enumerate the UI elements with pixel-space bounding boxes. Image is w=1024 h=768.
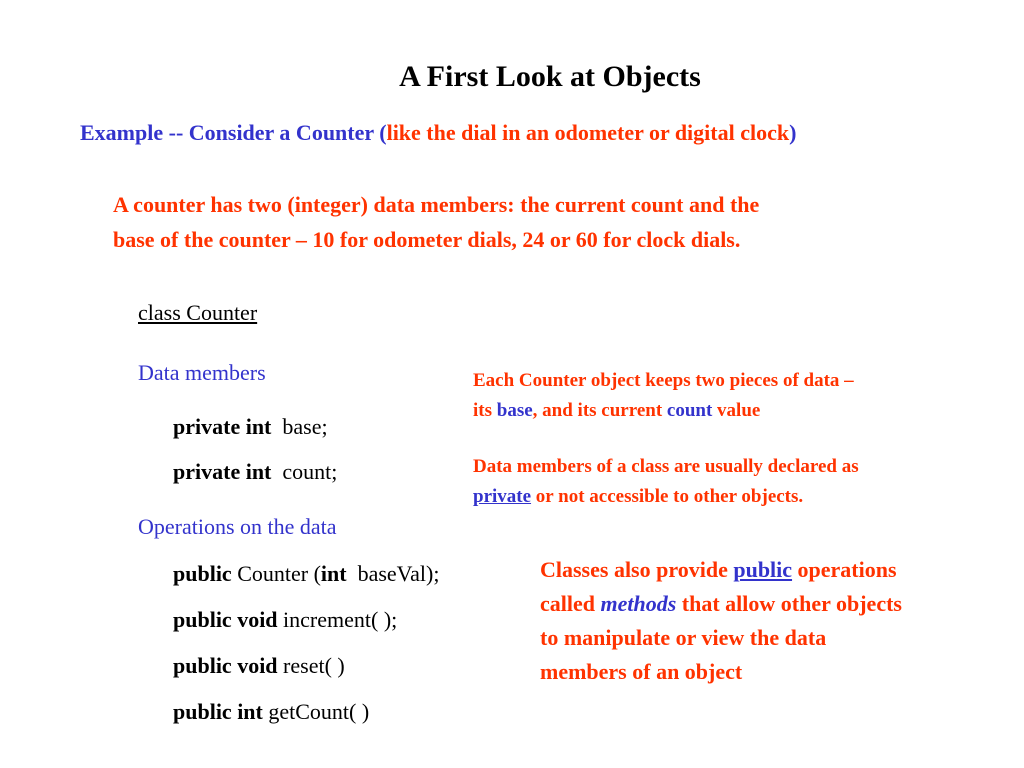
class-heading: class Counter: [138, 300, 258, 325]
operation-increment: [173, 607, 397, 633]
note2-line-2: [473, 482, 859, 512]
note-methods: [540, 553, 902, 689]
slide-title: A First Look at Objects: [399, 60, 701, 93]
data-members-heading: Data members: [138, 360, 266, 385]
operation-getcount: [173, 699, 369, 725]
data-member-count: [173, 459, 337, 485]
param-name: baseVal);: [346, 561, 440, 586]
note2-rest: or not accessible to other objects.: [531, 486, 804, 507]
note-data-members: [473, 366, 854, 426]
note1-mid: , and its current: [532, 400, 667, 421]
operation-reset: [173, 653, 345, 679]
note-private: [473, 452, 859, 512]
note1-end: value: [712, 400, 761, 421]
data-member-decl: count;: [271, 459, 338, 484]
note1-line-1: Each Counter object keeps two pieces of data –: [473, 370, 854, 391]
intro-line: [80, 120, 796, 146]
note3-line-2: [540, 587, 902, 621]
note1-its: its: [473, 400, 497, 421]
operation-keyword: public: [173, 561, 232, 586]
operation-signature: increment( );: [277, 607, 398, 632]
note3-line-3: to manipulate or view the data: [540, 625, 827, 650]
operation-signature: reset( ): [277, 653, 345, 678]
note3-called: called: [540, 591, 601, 616]
param-type: int: [320, 561, 347, 586]
note3-methods: methods: [600, 591, 677, 616]
data-member-keyword: private int: [173, 414, 272, 439]
description-line-1: A counter has two (integer) data members: the current count and the: [113, 192, 760, 217]
operation-keyword: public void: [173, 607, 278, 632]
data-member-base: [173, 414, 328, 440]
note2-line-1: Data members of a class are usually declared as: [473, 456, 859, 477]
note3-post: operations: [792, 557, 897, 582]
note1-count: count: [666, 400, 713, 421]
operations-heading: Operations on the data: [138, 514, 337, 539]
intro-prefix: Example -- Consider a Counter (: [80, 120, 387, 145]
note1-base: base: [496, 400, 533, 421]
operation-keyword: public int: [173, 699, 263, 724]
note3-public: public: [733, 557, 793, 582]
data-member-keyword: private int: [173, 459, 272, 484]
data-member-decl: base;: [271, 414, 328, 439]
operation-name: Counter (: [231, 561, 321, 586]
intro-highlight: like the dial in an odometer or digital clock: [386, 120, 790, 145]
note2-private: private: [473, 486, 532, 507]
counter-description: [113, 187, 993, 257]
note3-line-4: members of an object: [540, 659, 743, 684]
note3-allow: that allow other objects: [676, 591, 902, 616]
note1-line-2: [473, 396, 854, 426]
operation-signature: getCount( ): [262, 699, 370, 724]
note3-line-1: [540, 553, 902, 587]
intro-suffix: ): [789, 120, 797, 145]
operation-keyword: public void: [173, 653, 278, 678]
note3-pre: Classes also provide: [540, 557, 734, 582]
operation-constructor: [173, 561, 439, 587]
description-line-2: base of the counter – 10 for odometer dials, 24 or 60 for clock dials.: [113, 227, 741, 252]
